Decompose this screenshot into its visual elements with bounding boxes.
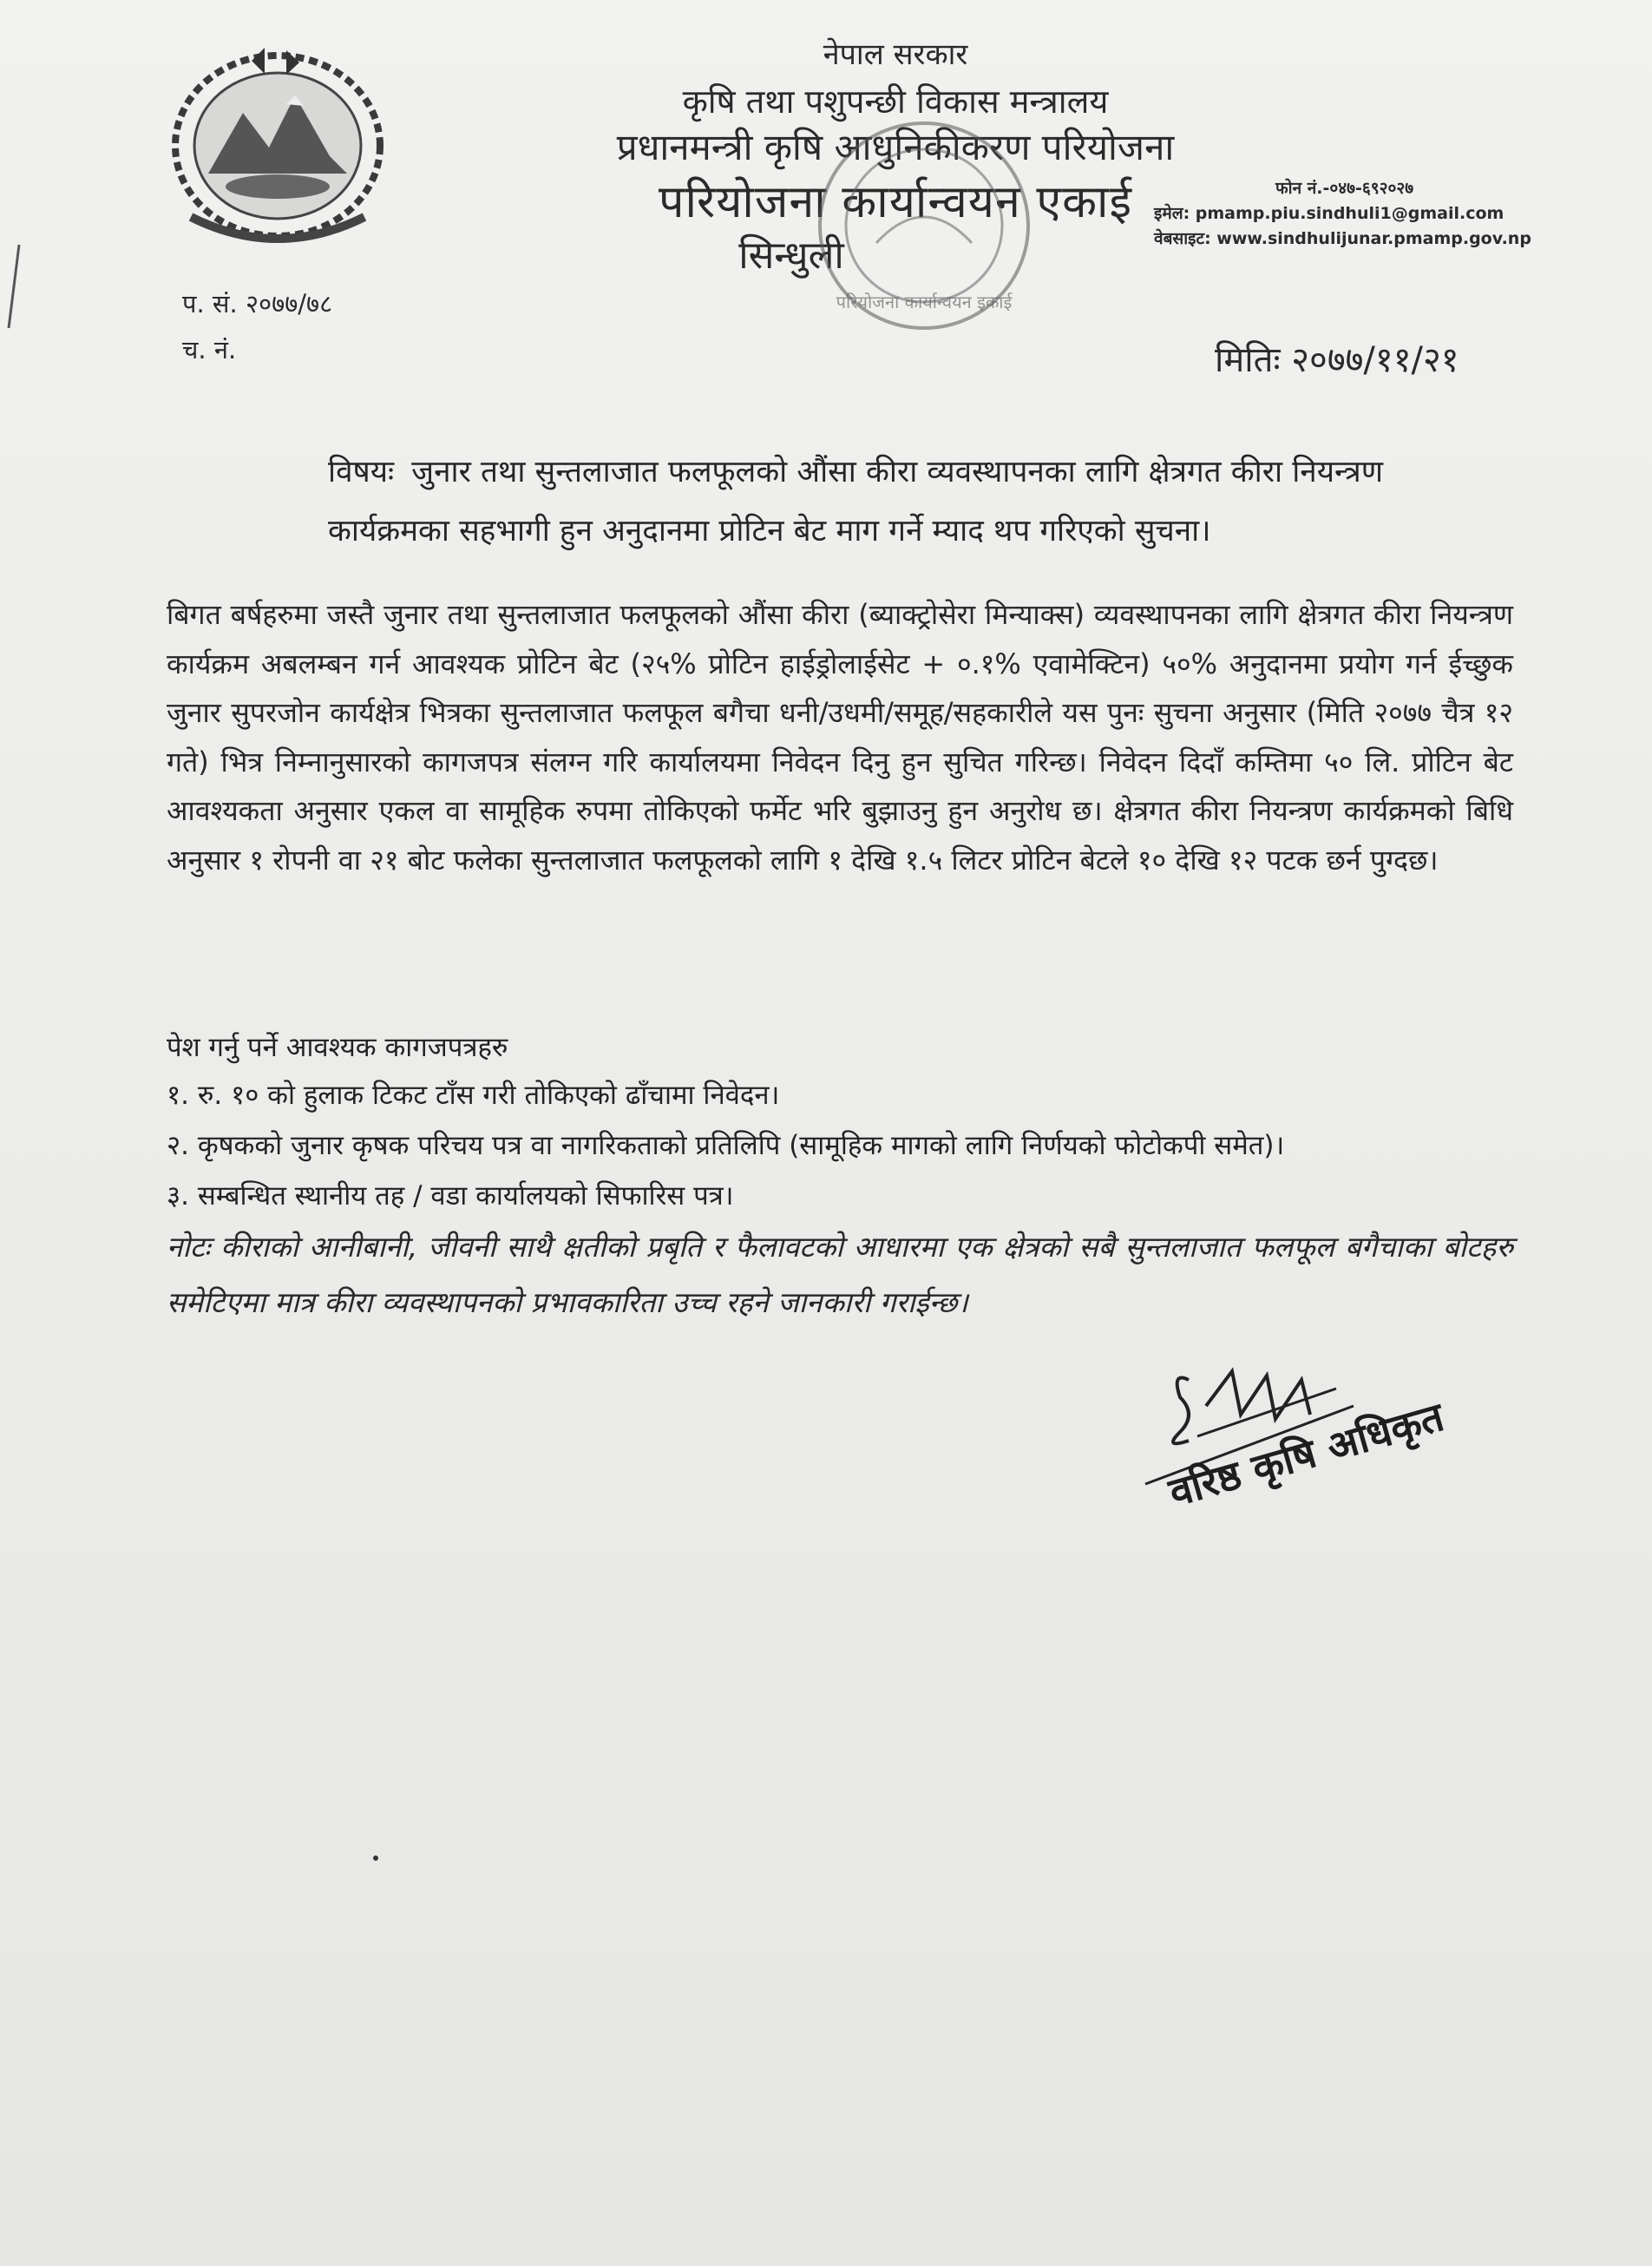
office-stamp-icon — [807, 87, 1041, 347]
signatory-designation: वरिष्ठ कृषि अधिकृत — [1164, 1392, 1449, 1516]
letterhead-project: प्रधानमन्त्री कृषि आधुनिकीकरण परियोजना — [616, 126, 1175, 168]
subject-text: जुनार तथा सुन्तलाजात फलफूलको औंसा कीरा व्यवस्थापनका लागि क्षेत्रगत कीरा नियन्त्रण कार्यक्रमका सहभागी हुन अनुदानमा प्रोटिन बेट माग गर्ने म्याद थप गरिएको सुचना। — [328, 455, 1383, 548]
dispatch-number: च. नं. — [182, 335, 237, 365]
required-documents-heading: पेश गर्नु पर्ने आवश्यक कागजपत्रहरु — [167, 1032, 508, 1063]
letterhead-unit: परियोजना कार्यान्वयन एकाई — [658, 176, 1133, 228]
contact-website: वेबसाइट: www.sindhulijunar.pmamp.gov.np — [1154, 229, 1531, 248]
letter-subject — [328, 443, 1491, 561]
list-item: ३. सम्बन्धित स्थानीय तह / वडा कार्यालयको सिफारिस पत्र। — [167, 1180, 734, 1212]
contact-phone: फोन नं.-०४७-६९२०२७ — [1275, 179, 1414, 198]
list-item: १. रु. १० को हुलाक टिकट टाँस गरी तोकिएको ढाँचामा निवेदन। — [167, 1080, 780, 1111]
contact-email: इमेल: pmamp.piu.sindhuli1@gmail.com — [1154, 204, 1504, 223]
page-speck — [373, 1855, 378, 1861]
subject-label: विषयः — [328, 455, 395, 489]
letter-date: मितिः २०७७/११/२१ — [1215, 340, 1459, 380]
letterhead-location: सिन्धुली — [738, 233, 844, 278]
stamp-text: परियोजना कार्यान्वयन इकाई — [836, 292, 1013, 312]
letterhead-ministry: कृषि तथा पशुपन्छी विकास मन्त्रालय — [682, 82, 1109, 121]
letter-reference-number: प. सं. २०७७/७८ — [182, 289, 333, 319]
list-item: २. कृषकको जुनार कृषक परिचय पत्र वा नागरिकताको प्रतिलिपि (सामूहिक मागको लागि निर्णयको फोटोकपी समेत)। — [167, 1130, 1285, 1161]
letterhead-government: नेपाल सरकार — [823, 37, 968, 72]
margin-pen-mark — [5, 243, 23, 330]
body-paragraph: बिगत बर्षहरुमा जस्तै जुनार तथा सुन्तलाजात फलफूलको औंसा कीरा (ब्याक्ट्रोसेरा मिन्याक्स) व्यवस्थापनका लागि क्षेत्रगत कीरा नियन्त्रण कार्यक्रम अबलम्बन गर्न आवश्यक प्रोटिन बेट (२५% प्रोटिन हाईड्रोलाईसेट + ०.१% एवामेक्टिन) ५०% अनुदानमा प्रयोग गर्न ईच्छुक जुनार सुपरजोन कार्यक्षेत्र भित्रका सुन्तलाजात फलफूल बगैचा धनी/उधमी/समूह/सहकारीले यस पुनः सुचना अनुसार (मिति २०७७ चैत्र १२ गते) भित्र निम्नानुसारको कागजपत्र संलग्न गरि कार्यालयमा निवेदन दिनु हुन सुचित गरिन्छ। निवेदन दिदाँ कम्तिमा ५० लि. प्रोटिन बेट आवश्यकता अनुसार एकल वा सामूहिक रुपमा तोकिएको फर्मेट भरि बुझाउनु हुन अनुरोध छ। क्षेत्रगत कीरा नियन्त्रण कार्यक्रमको बिधि अनुसार १ रोपनी वा २१ बोट फलेका सुन्तलाजात फलफूलको लागि १ देखि १.५ लिटर प्रोटिन बेटले १० देखि १२ पटक छर्न पुग्दछ। — [167, 598, 1513, 877]
note-paragraph: नोटः कीराको आनीबानी, जीवनी साथै क्षतीको प्रबृति र फैलावटको आधारमा एक क्षेत्रको सबै सुन्तलाजात फलफूल बगैचाका बोटहरु समेटिएमा मात्र कीरा व्यवस्थापनको प्रभावकारिता उच्च रहने जानकारी गराईन्छ। — [167, 1230, 1513, 1319]
